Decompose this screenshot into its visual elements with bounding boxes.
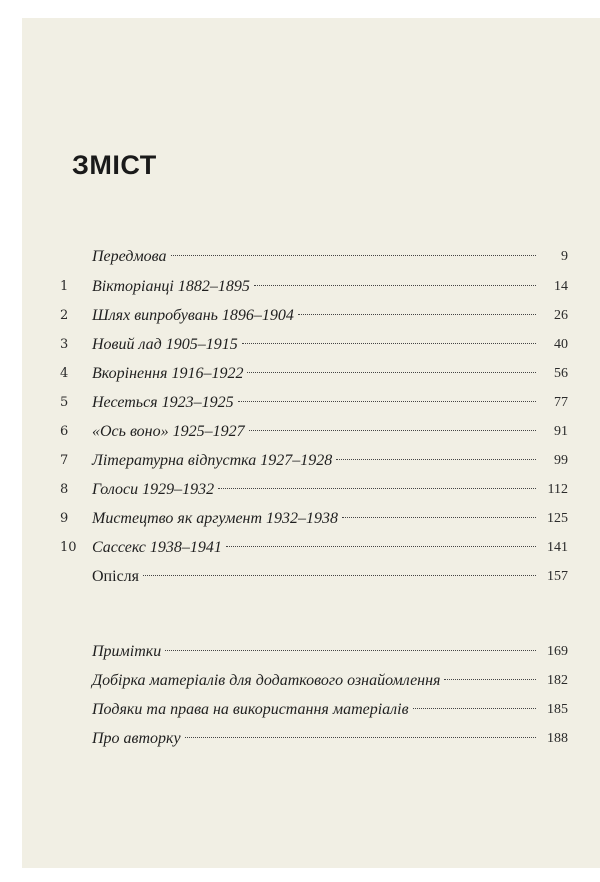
toc-entry [92, 303, 540, 329]
book-page [22, 18, 600, 868]
toc-page-number: 91 [554, 424, 568, 439]
dot-leader [254, 285, 536, 286]
toc-page-number: 157 [547, 569, 568, 584]
toc-page-number: 169 [547, 644, 568, 659]
dot-leader [342, 517, 536, 518]
toc-entry [92, 697, 540, 723]
toc-label: Подяки та права на використання матеріалів [92, 701, 409, 718]
toc-page-number: 56 [554, 366, 568, 381]
toc-entry [92, 639, 540, 665]
chapter-number: 4 [60, 366, 69, 381]
toc-page-number: 40 [554, 337, 568, 352]
toc-page-number: 99 [554, 453, 568, 468]
toc-label: Новий лад 1905–1915 [92, 336, 238, 353]
toc-entry [92, 477, 540, 503]
toc-page-number: 9 [561, 249, 568, 264]
toc-page-number: 112 [547, 482, 568, 497]
chapter-number: 1 [60, 279, 69, 294]
chapter-number: 6 [60, 424, 69, 439]
toc-label: Несеться 1923–1925 [92, 394, 234, 411]
chapter-number: 10 [60, 540, 77, 555]
toc-page-number: 141 [547, 540, 568, 555]
toc-entry [92, 274, 540, 300]
chapter-number: 9 [60, 511, 69, 526]
toc-row-chapter-6[interactable] [22, 419, 600, 445]
toc-entry [92, 726, 540, 752]
toc-label: Мистецтво як аргумент 1932–1938 [92, 510, 339, 527]
chapter-number: 2 [60, 308, 69, 323]
toc-entry [92, 448, 540, 474]
toc-row-further-reading[interactable] [22, 668, 600, 694]
toc-label: Опісля [92, 568, 140, 585]
toc-label: Вкорінення 1916–1922 [92, 365, 244, 382]
toc-entry [92, 668, 540, 694]
dot-leader [171, 255, 537, 256]
toc-entry [92, 390, 540, 416]
toc-row-afterword[interactable] [22, 564, 600, 590]
toc-label: «Ось воно» 1925–1927 [92, 423, 245, 440]
toc-label: Про авторку [92, 730, 181, 747]
toc-row-chapter-1[interactable] [22, 274, 600, 300]
toc-page-number: 185 [547, 702, 568, 717]
dot-leader [165, 650, 536, 651]
chapter-number: 8 [60, 482, 69, 497]
toc-page-number: 14 [554, 279, 568, 294]
dot-leader [185, 737, 536, 738]
chapter-number: 7 [60, 453, 69, 468]
toc-row-chapter-2[interactable] [22, 303, 600, 329]
chapter-number: 5 [60, 395, 69, 410]
toc-entry [92, 332, 540, 358]
toc-row-notes[interactable] [22, 639, 600, 665]
dot-leader [242, 343, 536, 344]
toc-entry [92, 564, 540, 590]
toc-entry [92, 535, 540, 561]
toc-label: Шлях випробувань 1896–1904 [92, 307, 294, 324]
toc-label: Сассекс 1938–1941 [92, 539, 222, 556]
toc-row-chapter-9[interactable] [22, 506, 600, 532]
toc-page-number: 26 [554, 308, 568, 323]
toc-label: Літературна відпустка 1927–1928 [92, 452, 333, 469]
toc-row-chapter-5[interactable] [22, 390, 600, 416]
dot-leader [143, 575, 536, 576]
toc-row-chapter-8[interactable] [22, 477, 600, 503]
dot-leader [218, 488, 536, 489]
toc-label: Передмова [92, 248, 167, 265]
toc-entry [92, 419, 540, 445]
toc-entry [92, 361, 540, 387]
toc-row-about-author[interactable] [22, 726, 600, 752]
dot-leader [226, 546, 536, 547]
chapter-number: 3 [60, 337, 69, 352]
toc-row-front[interactable] [22, 244, 600, 270]
dot-leader [336, 459, 536, 460]
toc-label: Вікторіанці 1882–1895 [92, 278, 250, 295]
toc-entry [92, 244, 540, 270]
toc-label: Добірка матеріалів для додаткового ознайомлення [92, 672, 441, 689]
dot-leader [413, 708, 536, 709]
toc-row-chapter-3[interactable] [22, 332, 600, 358]
toc-page-number: 188 [547, 731, 568, 746]
toc-page-number: 125 [547, 511, 568, 526]
dot-leader [238, 401, 536, 402]
toc-page-number: 182 [547, 673, 568, 688]
dot-leader [444, 679, 536, 680]
dot-leader [249, 430, 536, 431]
page-title: ЗМІСТ [72, 150, 157, 180]
dot-leader [247, 372, 536, 373]
toc-entry [92, 506, 540, 532]
toc-row-chapter-10[interactable] [22, 535, 600, 561]
toc-row-chapter-7[interactable] [22, 448, 600, 474]
toc-label: Голоси 1929–1932 [92, 481, 215, 498]
toc-row-chapter-4[interactable] [22, 361, 600, 387]
toc-page-number: 77 [554, 395, 568, 410]
dot-leader [298, 314, 536, 315]
toc-label: Примітки [92, 643, 162, 660]
toc-row-acknowledgements[interactable] [22, 697, 600, 723]
